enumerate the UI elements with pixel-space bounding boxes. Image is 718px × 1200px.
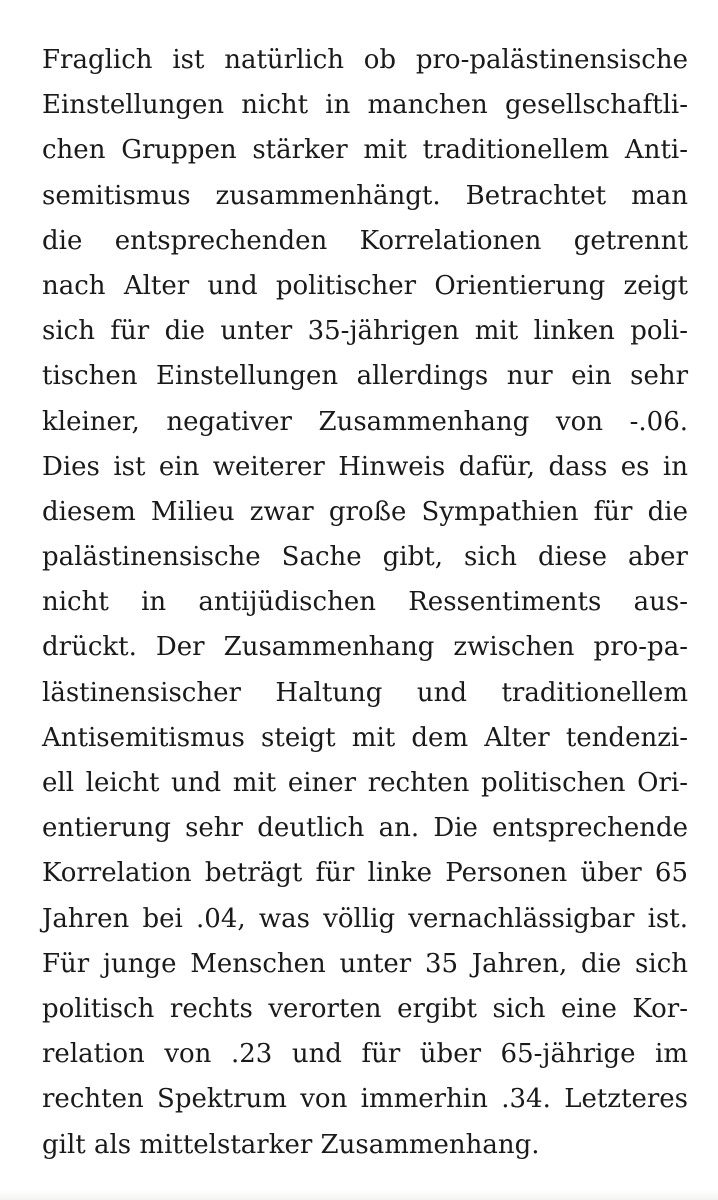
text-line: Fraglich ist natürlich ob pro-palästinensische bbox=[42, 45, 688, 75]
text-line: Einstellungen nicht in manchen gesellschaftli- bbox=[42, 90, 688, 121]
text-line: lästinensischer Haltung und traditionellem bbox=[42, 677, 688, 708]
text-line: kleiner, negativer Zusammenhang von -.06. bbox=[42, 406, 688, 437]
text-line: nicht in antijüdischen Ressentiments aus- bbox=[42, 587, 688, 618]
text-line: politisch rechts verorten ergibt sich eine Kor- bbox=[42, 993, 688, 1024]
text-line: relation von .23 und für über 65-jährige im bbox=[42, 1039, 688, 1070]
text-line: Für junge Menschen unter 35 Jahren, die sich bbox=[42, 948, 688, 979]
page-bottom-edge bbox=[0, 1190, 718, 1200]
body-paragraph bbox=[42, 38, 688, 1168]
text-line: nach Alter und politischer Orientierung zeigt bbox=[42, 270, 688, 301]
text-line: Dies ist ein weiterer Hinweis dafür, dass es in bbox=[42, 451, 688, 482]
text-line: Jahren bei .04, was völlig vernachlässigbar ist. bbox=[42, 903, 688, 934]
text-line: semitismus zusammenhängt. Betrachtet man bbox=[42, 180, 688, 211]
text-line: palästinensische Sache gibt, sich diese aber bbox=[42, 542, 688, 573]
text-line: sich für die unter 35-jährigen mit linken poli- bbox=[42, 316, 688, 347]
text-line: chen Gruppen stärker mit traditionellem Anti- bbox=[42, 135, 688, 166]
text-line: Antisemitismus steigt mit dem Alter tendenzi- bbox=[42, 722, 688, 753]
text-line: Korrelation beträgt für linke Personen über 65 bbox=[42, 858, 688, 889]
text-line: ell leicht und mit einer rechten politischen Ori- bbox=[42, 768, 688, 798]
text-line: tischen Einstellungen allerdings nur ein sehr bbox=[42, 361, 688, 392]
text-line: drückt. Der Zusammenhang zwischen pro-pa- bbox=[42, 632, 688, 663]
text-line: rechten Spektrum von immerhin .34. Letzteres bbox=[42, 1084, 688, 1115]
text-line: diesem Milieu zwar große Sympathien für die bbox=[42, 496, 688, 527]
text-line: entierung sehr deutlich an. Die entsprechende bbox=[42, 813, 688, 844]
text-line: die entsprechenden Korrelationen getrennt bbox=[42, 225, 688, 256]
text-line-last: gilt als mittelstarker Zusammenhang. bbox=[42, 1129, 540, 1160]
